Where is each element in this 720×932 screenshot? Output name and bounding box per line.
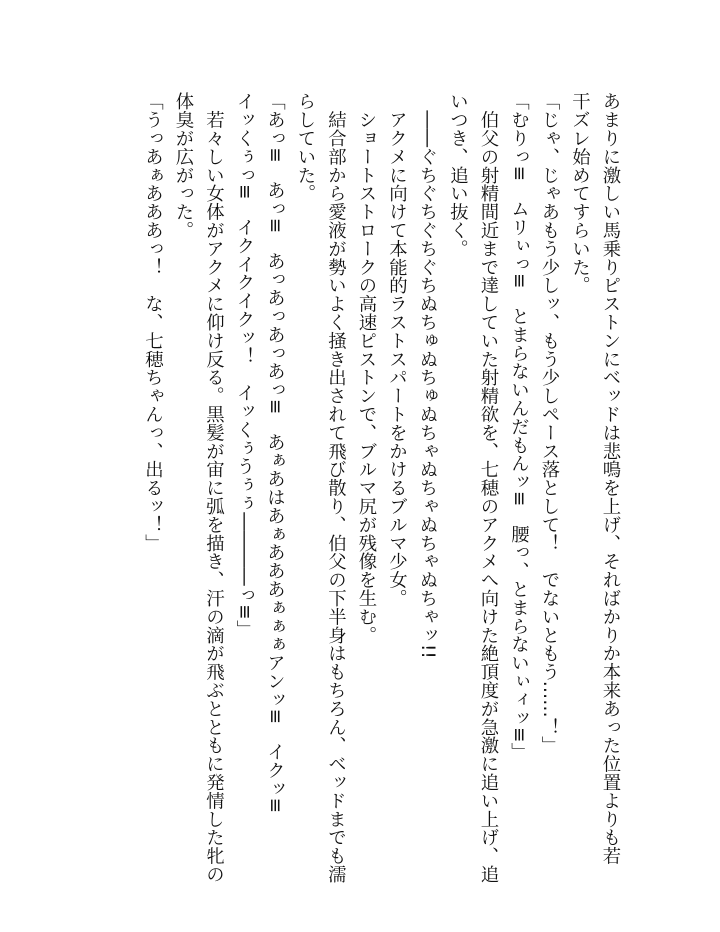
text-line: 「あっ≡ あっ≡ あっあっあっあっ≡ あぁあはあぁあああぁぁぁアンッ≡ イクッ≡ (264, 92, 286, 814)
vertical-text-block (137, 92, 625, 884)
text-line: イッくぅっ≡ イクイクイクッ！ イッくぅうぅぅ――――っ≡」 (234, 92, 255, 638)
text-line: アクメに向けて本能的ラストスパートをかけるブルマ少女。 (386, 92, 408, 608)
text-line: 「じゃ、じゃあもう少しッ、もう少しペース落として！ でないともう……！」 (539, 92, 560, 755)
text-line: 結合部から愛液が勢いよく掻き出されて飛び散り、伯父の下半身はもちろん、ベッドまでも濡 (325, 92, 347, 884)
text-line: らしていた。 (295, 92, 316, 203)
text-line: 体臭が広がった。 (173, 92, 194, 240)
text-line: あまりに激しい馬乗りピストンにベッドは悲鳴を上げ、そればかりか本来あった位置よりも若 (600, 92, 621, 865)
text-line: いつき、追い抜く。 (447, 92, 469, 258)
text-line: 「むりっ≡ ムリぃっ≡ とまらないんだもんッ≡ 腰っ、とまらないぃィッ≡」 (508, 92, 530, 761)
text-line: 伯父の射精間近まで達していた射精欲を、七穂のアクメへ向けた絶頂度が急激に追い上げ、追 (478, 92, 499, 884)
text-line: 若々しい女体がアクメに仰け反る。黒髪が宙に弧を描き、汗の滴が飛ぶとともに発情した牝の (203, 92, 225, 884)
text-line: ――ぐちぐちぐちぐちぬちゅぬちゅぬちゃぬちゃぬちゃぬちゃッ!! (417, 92, 438, 659)
text-line: 干ズレ始めてすらいた。 (569, 92, 591, 295)
text-line: ショートストロークの高速ピストンで、ブルマ尻が残像を生む。 (356, 92, 377, 644)
text-line: 「うっあぁあああっ！ な、七穂ちゃんっ、出るッ！」 (142, 92, 164, 552)
